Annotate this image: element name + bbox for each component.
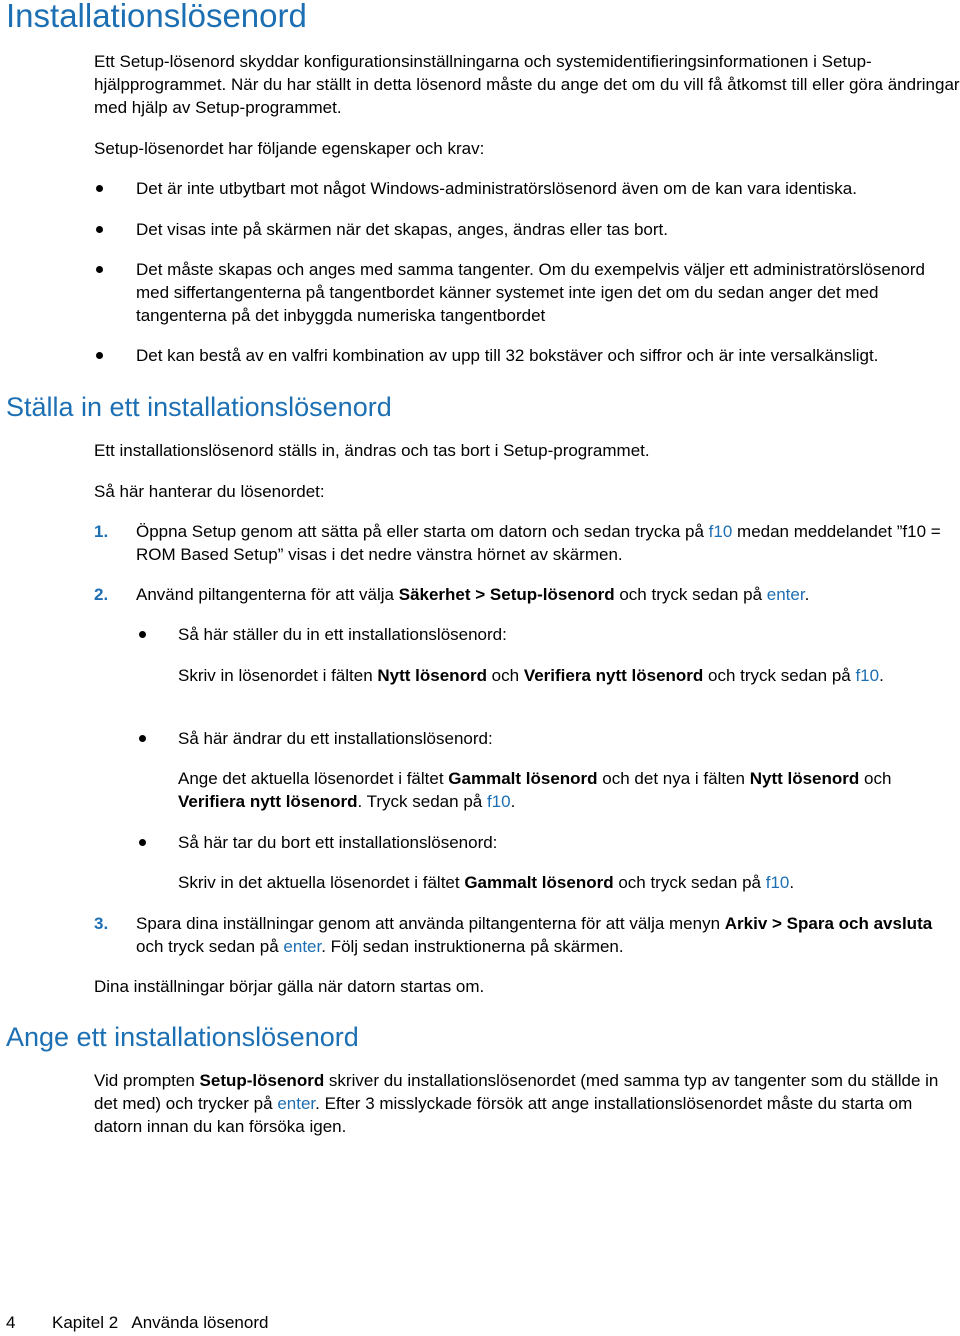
chapter-label: Kapitel 2 Använda lösenord — [52, 1313, 269, 1332]
step-number: 1. — [94, 522, 109, 541]
bullet-icon — [139, 839, 146, 846]
section-title-set: Ställa in ett installationslösenord — [6, 392, 392, 422]
list-item: Det måste skapas och anges med samma tangenter. Om du exempelvis väljer ett administratörslösenord med siffertangenterna på tangentbordet känner systemet inte igen det om du sedan anger det med tangenterna på det inbyggda numeriska tangentbordet — [136, 260, 925, 325]
sub-item-head: Så här ändrar du ett installationslösenord: — [178, 729, 493, 748]
set-outro: Dina inställningar börjar gälla när datorn startas om. — [94, 977, 485, 996]
key-f10: f10 — [708, 522, 733, 541]
bullet-icon — [139, 631, 146, 638]
section-title-enter: Ange ett installationslösenord — [6, 1022, 359, 1052]
step-1: Öppna Setup genom att sätta på eller starta om datorn och sedan trycka på f10 medan meddelandet ”f10 = ROM Based Setup” visas i det nedre vänstra hörnet av skärmen. — [136, 522, 941, 564]
step-3: Spara dina inställningar genom att använda piltangenterna för att välja menyn Arkiv > Spara och avsluta och tryck sedan på enter. Följ sedan instruktionerna på skärmen. — [136, 914, 933, 956]
list-item: Det är inte utbytbart mot något Windows-administratörslösenord även om de kan vara identiska. — [136, 179, 857, 198]
key-f10: f10 — [765, 873, 790, 892]
bullet-icon — [96, 352, 103, 359]
enter-paragraph: Vid prompten Setup-lösenord skriver du installationslösenordet (med samma typ av tangenter som du ställde in det med) och trycker på enter. Efter 3 misslyckade försök att ange installationslösenordet måste du starta om datorn innan du kan försöka igen. — [94, 1071, 939, 1136]
bullet-icon — [96, 185, 103, 192]
page-number: 4 — [6, 1313, 16, 1332]
set-intro: Ett installationslösenord ställs in, ändras och tas bort i Setup-programmet. — [94, 441, 650, 460]
bullet-icon — [139, 735, 146, 742]
bullet-icon — [96, 266, 103, 273]
key-enter: enter — [766, 585, 805, 604]
sub-item-body: Skriv in lösenordet i fälten Nytt lösenord och Verifiera nytt lösenord och tryck sedan på f10. — [178, 666, 884, 685]
list-item: Det kan bestå av en valfri kombination av upp till 32 bokstäver och siffror och är inte versalkänsligt. — [136, 346, 879, 365]
sub-item-head: Så här ställer du in ett installationslösenord: — [178, 625, 507, 644]
key-f10: f10 — [855, 666, 880, 685]
step-number: 3. — [94, 914, 109, 933]
sub-item-head: Så här tar du bort ett installationslösenord: — [178, 833, 498, 852]
step-2: Använd piltangenterna för att välja Säkerhet > Setup-lösenord och tryck sedan på enter. — [136, 585, 810, 604]
set-howto: Så här hanterar du lösenordet: — [94, 482, 325, 501]
page-title: Installationslösenord — [6, 0, 307, 34]
bullet-icon — [96, 226, 103, 233]
properties-lead: Setup-lösenordet har följande egenskaper och krav: — [94, 139, 485, 158]
list-item: Det visas inte på skärmen när det skapas, anges, ändras eller tas bort. — [136, 220, 668, 239]
sub-item-body: Skriv in det aktuella lösenordet i fältet Gammalt lösenord och tryck sedan på f10. — [178, 873, 795, 892]
intro-paragraph: Ett Setup-lösenord skyddar konfigurationsinställningarna och systemidentifieringsinformationen i Setup-hjälpprogrammet. När du har ställt in detta lösenord måste du ange det om du vill få åtkomst till eller göra ändringar med hjälp av Setup-programmet. — [94, 52, 960, 117]
key-f10: f10 — [486, 792, 511, 811]
sub-item-body: Ange det aktuella lösenordet i fältet Gammalt lösenord och det nya i fälten Nytt lösenord och Verifiera nytt lösenord. Tryck sedan på f10. — [178, 769, 892, 811]
key-enter: enter — [277, 1094, 316, 1113]
step-number: 2. — [94, 585, 109, 604]
key-enter: enter — [283, 937, 322, 956]
